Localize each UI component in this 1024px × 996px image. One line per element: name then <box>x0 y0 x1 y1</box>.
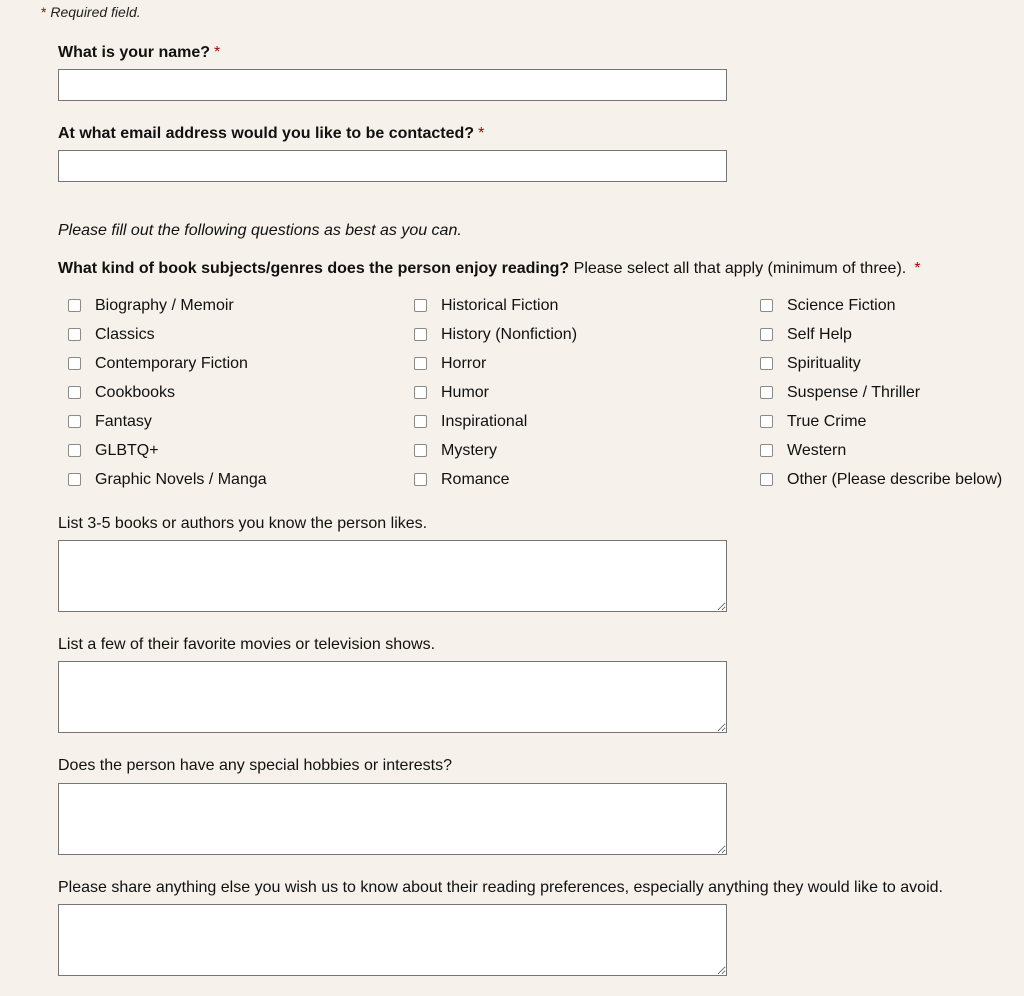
genre-checkbox[interactable] <box>68 386 81 399</box>
genre-label[interactable]: Contemporary Fiction <box>95 354 248 372</box>
genre-checkbox[interactable] <box>414 444 427 457</box>
hobbies-label: Does the person have any special hobbies or interests? <box>58 757 453 774</box>
genre-label[interactable]: True Crime <box>787 412 867 430</box>
genre-option[interactable] <box>414 378 577 407</box>
genre-checkbox[interactable] <box>68 415 81 428</box>
genre-checkbox[interactable] <box>68 328 81 341</box>
genre-option[interactable] <box>68 349 267 378</box>
name-label-text: What is your name? <box>58 44 211 61</box>
books-textarea[interactable] <box>58 540 727 612</box>
name-label <box>58 44 220 62</box>
instructions-text: Please fill out the following questions as best as you can. <box>58 222 462 239</box>
genres-question-hint: Please select all that apply (minimum of three). <box>573 260 907 277</box>
books-label: List 3-5 books or authors you know the person likes. <box>58 515 428 532</box>
genre-label[interactable]: Self Help <box>787 325 852 343</box>
genre-label[interactable]: Suspense / Thriller <box>787 383 921 401</box>
genre-label[interactable]: Humor <box>441 383 490 401</box>
genre-option[interactable] <box>68 291 267 320</box>
movies-label: List a few of their favorite movies or television shows. <box>58 636 436 653</box>
genre-option[interactable] <box>414 320 577 349</box>
genre-option[interactable] <box>68 378 267 407</box>
genre-option[interactable] <box>760 407 1002 436</box>
genre-label[interactable]: Science Fiction <box>787 296 896 314</box>
genre-label[interactable]: Fantasy <box>95 412 152 430</box>
genre-checkbox[interactable] <box>414 415 427 428</box>
hobbies-textarea[interactable] <box>58 783 727 855</box>
genres-question-bold: What kind of book subjects/genres does the person enjoy reading? <box>58 260 570 277</box>
genre-label[interactable]: Historical Fiction <box>441 296 559 314</box>
genre-checkbox[interactable] <box>760 328 773 341</box>
genre-label[interactable]: Romance <box>441 470 510 488</box>
genre-option[interactable] <box>68 465 267 494</box>
genre-column-1 <box>68 291 267 494</box>
email-label-text: At what email address would you like to be contacted? <box>58 125 475 142</box>
name-input[interactable] <box>58 69 727 101</box>
genre-option[interactable] <box>414 349 577 378</box>
genre-option[interactable] <box>414 407 577 436</box>
genre-option[interactable] <box>414 465 577 494</box>
genre-checkbox[interactable] <box>68 299 81 312</box>
genre-column-3 <box>760 291 1002 494</box>
genre-option[interactable] <box>760 291 1002 320</box>
genre-column-2 <box>414 291 577 494</box>
required-star: * <box>41 4 47 20</box>
genre-option[interactable] <box>68 407 267 436</box>
genres-question <box>58 260 920 278</box>
genre-label[interactable]: Mystery <box>441 441 497 459</box>
genre-checkbox[interactable] <box>68 444 81 457</box>
genre-label[interactable]: GLBTQ+ <box>95 441 159 459</box>
email-input[interactable] <box>58 150 727 182</box>
genre-option[interactable] <box>760 320 1002 349</box>
genre-label[interactable]: Horror <box>441 354 487 372</box>
required-star: * <box>914 260 921 277</box>
movies-textarea[interactable] <box>58 661 727 733</box>
genre-checkbox[interactable] <box>760 473 773 486</box>
required-field-note <box>41 4 141 20</box>
genre-option[interactable] <box>414 291 577 320</box>
genre-checkbox[interactable] <box>414 299 427 312</box>
genre-checkbox[interactable] <box>414 386 427 399</box>
preferences-label: Please share anything else you wish us to know about their reading preferences, especially anything they would like to avoid. <box>58 879 943 896</box>
genre-option[interactable] <box>68 436 267 465</box>
genre-checkbox[interactable] <box>68 473 81 486</box>
genre-checkbox[interactable] <box>760 299 773 312</box>
genre-label[interactable]: Spirituality <box>787 354 861 372</box>
genre-label[interactable]: Western <box>787 441 847 459</box>
genre-label[interactable]: Biography / Memoir <box>95 296 234 314</box>
genre-label[interactable]: Other (Please describe below) <box>787 470 1003 488</box>
genre-checkbox[interactable] <box>414 473 427 486</box>
genre-checkbox[interactable] <box>414 357 427 370</box>
genre-option[interactable] <box>760 465 1002 494</box>
genre-label[interactable]: Classics <box>95 325 155 343</box>
genre-checkbox[interactable] <box>760 444 773 457</box>
genre-label[interactable]: Graphic Novels / Manga <box>95 470 267 488</box>
genre-label[interactable]: Cookbooks <box>95 383 176 401</box>
preferences-textarea[interactable] <box>58 904 727 976</box>
genre-checkbox[interactable] <box>68 357 81 370</box>
genre-checkbox[interactable] <box>760 357 773 370</box>
genre-option[interactable] <box>414 436 577 465</box>
required-star: * <box>478 125 485 142</box>
email-label <box>58 125 484 143</box>
genre-option[interactable] <box>68 320 267 349</box>
genre-option[interactable] <box>760 378 1002 407</box>
genre-label[interactable]: History (Nonfiction) <box>441 325 578 343</box>
genre-label[interactable]: Inspirational <box>441 412 528 430</box>
required-star: * <box>214 44 221 61</box>
genre-checkbox[interactable] <box>760 386 773 399</box>
genre-option[interactable] <box>760 436 1002 465</box>
genre-option[interactable] <box>760 349 1002 378</box>
required-field-text: Required field. <box>50 4 141 20</box>
genre-checkbox[interactable] <box>414 328 427 341</box>
genre-checkbox[interactable] <box>760 415 773 428</box>
